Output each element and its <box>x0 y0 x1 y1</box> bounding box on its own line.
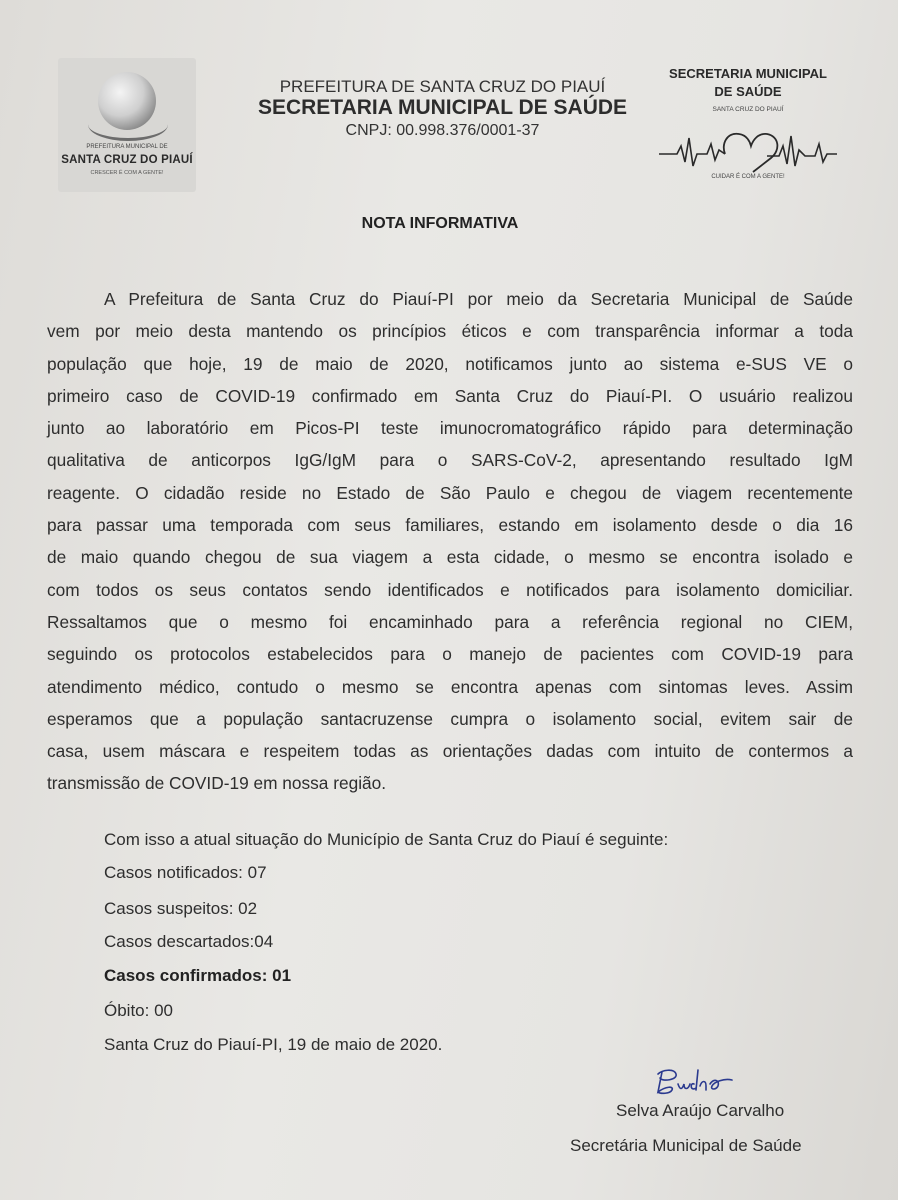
body-line: transmissão de COVID-19 em nossa região. <box>47 773 387 794</box>
logo-line-2: SANTA CRUZ DO PIAUÍ <box>61 154 193 166</box>
handwritten-signature <box>648 1060 768 1102</box>
status-notificados: Casos notificados: 07 <box>104 863 267 882</box>
body-line: reagente. O cidadão reside no Estado de São Paulo e chegou de viagem recentemente <box>47 482 853 503</box>
status-intro: Com isso a atual situação do Município de Santa Cruz do Piauí é seguinte: <box>104 830 669 849</box>
logo-right-line-2: DE SAÚDE <box>714 84 782 99</box>
body-line: A Prefeitura de Santa Cruz do Piauí-PI por meio da Secretaria Municipal de Saúde <box>104 289 853 309</box>
header-secretaria: SECRETARIA MUNICIPAL DE SAÚDE <box>257 96 628 119</box>
body-line: esperamos que a população santacruzense cumpra o isolamento social, evitem sair de <box>47 708 853 729</box>
logo-right-line-1: SECRETARIA MUNICIPAL <box>669 66 827 81</box>
body-line: população que hoje, 19 de maio de 2020, notificamos junto ao sistema e-SUS VE o <box>47 353 853 374</box>
body-line: junto ao laboratório em Picos-PI teste imunocromatográfico rápido para determinação <box>47 418 853 439</box>
body-paragraph <box>47 283 853 800</box>
status-obito: Óbito: 00 <box>104 1001 173 1020</box>
logo-slogan: CRESCER É COM A GENTE! <box>90 170 164 176</box>
logo-right-slogan: CUIDAR É COM A GENTE! <box>711 174 785 180</box>
body-line: casa, usem máscara e respeitem todas as orientações dadas com intuito de contermos a <box>47 741 853 762</box>
secretaria-logo <box>655 62 841 192</box>
body-line: qualitativa de anticorpos IgG/IgM para o SARS-CoV-2, apresentando resultado IgM <box>47 450 853 471</box>
body-line: com todos os seus contatos sendo identificados e notificados para isolamento domiciliar. <box>47 579 853 600</box>
document-title: NOTA INFORMATIVA <box>361 215 519 232</box>
place-date: Santa Cruz do Piauí-PI, 19 de maio de 2020. <box>104 1035 443 1054</box>
status-confirmados: Casos confirmados: 01 <box>104 966 292 985</box>
body-line: atendimento médico, contudo o mesmo se encontra apenas com sintomas leves. Assim <box>47 676 853 697</box>
body-line: de maio quando chegou de sua viagem a esta cidade, o mesmo se encontra isolado e <box>47 547 853 568</box>
logo-right-line-3: SANTA CRUZ DO PIAUÍ <box>712 106 784 113</box>
body-line: para passar uma temporada com seus familiares, estando em isolamento desde o dia 16 <box>47 515 853 536</box>
prefeitura-logo <box>58 58 196 192</box>
signer-role: Secretária Municipal de Saúde <box>570 1136 802 1155</box>
body-line: vem por meio desta mantendo os princípios éticos e com transparência informar a toda <box>47 321 853 342</box>
body-line: Ressaltamos que o mesmo foi encaminhado para a referência regional no CIEM, <box>47 611 853 632</box>
signer-name: Selva Araújo Carvalho <box>616 1101 785 1120</box>
status-suspeitos: Casos suspeitos: 02 <box>104 899 258 918</box>
swoosh-icon <box>88 108 168 141</box>
status-descartados: Casos descartados:04 <box>104 932 274 951</box>
logo-line-1: PREFEITURA MUNICIPAL DE <box>86 144 168 150</box>
body-line: primeiro caso de COVID-19 confirmado em Santa Cruz do Piauí-PI. O usuário realizou <box>47 385 853 406</box>
header-cnpj: CNPJ: 00.998.376/0001-37 <box>345 122 540 139</box>
body-line: seguindo os protocolos estabelecidos para o manejo de pacientes com COVID-19 para <box>47 644 853 665</box>
header-prefeitura: PREFEITURA DE SANTA CRUZ DO PIAUÍ <box>279 77 606 96</box>
heartbeat-heart-icon <box>655 116 841 174</box>
